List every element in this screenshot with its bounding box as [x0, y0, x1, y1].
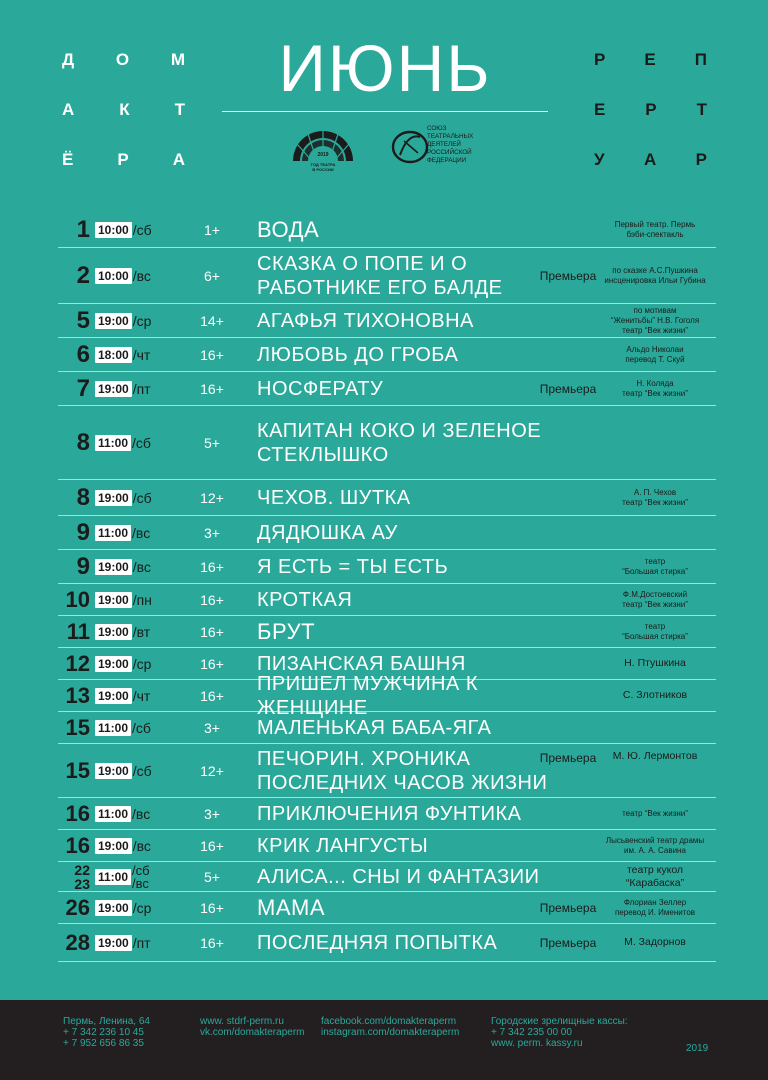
event-time [95, 838, 151, 854]
event-note-line: “Женитьбы” Н.В. Гоголя [610, 315, 700, 325]
schedule-row [58, 212, 716, 248]
event-weekday: /вс [132, 267, 151, 284]
event-weekday: /вт [132, 623, 151, 640]
event-time [95, 592, 152, 608]
event-weekday: /вс [132, 805, 151, 822]
event-title[interactable]: СКАЗКА О ПОПЕ И О РАБОТНИКЕ ЕГО БАЛДЕ [257, 252, 503, 299]
event-title[interactable]: КРИК ЛАНГУСТЫ [257, 834, 429, 857]
event-day-2: 23 [74, 875, 90, 892]
event-time [95, 347, 150, 363]
event-day: 13 [65, 682, 90, 708]
event-title[interactable]: ПРИШЕЛ МУЖЧИНА К ЖЕНЩИНЕ [257, 672, 478, 719]
event-time-box: 19:00 [95, 381, 132, 397]
event-day: 2 [76, 261, 90, 289]
title-letter: Д [62, 50, 77, 69]
schedule-row [58, 516, 716, 550]
event-weekday: /сб [132, 719, 151, 736]
event-day: 10 [65, 586, 90, 612]
event-day: 6 [76, 340, 90, 368]
event-weekday: /пт [132, 380, 151, 397]
footer-kassy-phone: + 7 342 235 00 00 [491, 1027, 572, 1038]
event-note [596, 212, 714, 247]
event-note-line: Первый театр. Пермь [614, 219, 696, 229]
footer [0, 1000, 768, 1080]
event-time-box: 19:00 [95, 900, 132, 916]
event-weekday: /чт [132, 346, 151, 363]
footer-contacts [63, 1016, 150, 1049]
event-time-box: 19:00 [95, 313, 132, 329]
event-note-line: театр “Век жизни” [622, 808, 688, 818]
logo-year: 2019 [317, 152, 329, 158]
event-title[interactable]: МАМА [257, 894, 325, 920]
event-note-line: Флориан Зеллер [623, 897, 687, 907]
event-weekday: /сб [132, 489, 152, 506]
event-time-box: 19:00 [95, 688, 132, 704]
stdrf-name-line: ДЕЯТЕЛЕЙ [427, 141, 461, 148]
event-note-line: Ф.М.Достоевский [622, 589, 688, 599]
event-time [95, 763, 152, 779]
footer-web [200, 1016, 304, 1038]
event-title[interactable]: БРУТ [257, 618, 316, 644]
event-title[interactable]: ВОДА [257, 216, 320, 242]
year-of-theatre-logo [288, 125, 358, 181]
footer-social [321, 1016, 459, 1038]
premiere-label: Премьера [539, 381, 597, 396]
event-weekday: /пн [132, 591, 152, 608]
title-letter: М [170, 50, 187, 69]
event-time-box: 19:00 [95, 490, 132, 506]
event-note [596, 862, 714, 891]
event-note-line: М. Ю. Лермонтов [612, 750, 698, 762]
event-day: 11 [66, 618, 90, 644]
month-divider [222, 111, 548, 112]
title-letter: Т [696, 100, 709, 119]
event-note [596, 680, 714, 711]
event-title[interactable]: ЧЕХОВ. ШУТКА [257, 486, 411, 509]
event-note-line: перевод Т. Скуй [625, 354, 685, 364]
event-note-line: Н. Коляда [636, 378, 674, 388]
event-time-box: 10:00 [95, 268, 132, 284]
event-note [596, 892, 714, 923]
schedule-row [58, 744, 716, 798]
event-day: 15 [65, 757, 90, 783]
schedule-row [58, 338, 716, 372]
event-title[interactable]: ЛЮБОВЬ ДО ГРОБА [257, 343, 459, 366]
footer-phone-1: + 7 342 236 10 45 [63, 1027, 144, 1038]
age-rating: 3+ [204, 524, 220, 541]
event-time [95, 559, 151, 575]
event-note-line: Лысьвенский театр драмы [605, 835, 705, 845]
event-time-box: 19:00 [95, 559, 132, 575]
event-time-box: 11:00 [95, 869, 131, 885]
event-time-box: 11:00 [95, 806, 131, 822]
age-rating: 5+ [204, 434, 220, 451]
event-day: 9 [76, 518, 90, 546]
event-day: 12 [65, 650, 90, 676]
event-time-box: 19:00 [95, 763, 132, 779]
age-rating: 16+ [200, 346, 224, 363]
event-note-line: бэби-спектакль [626, 229, 684, 239]
premiere-label: Премьера [539, 268, 597, 283]
title-letter: Р [645, 100, 659, 119]
age-rating: 16+ [200, 687, 224, 704]
title-letter: А [172, 150, 187, 169]
event-note [596, 338, 714, 371]
title-letter: Е [644, 50, 658, 69]
event-title[interactable]: АГАФЬЯ ТИХОНОВНА [257, 309, 474, 332]
event-note [596, 480, 714, 515]
age-rating: 3+ [204, 805, 220, 822]
title-letter: Р [117, 150, 131, 169]
premiere-label: Премьера [539, 935, 597, 950]
month-title: ИЮНЬ [278, 31, 492, 105]
event-time [95, 624, 150, 640]
footer-site-link[interactable]: www. stdrf-perm.ru [200, 1016, 284, 1027]
title-letter: Р [695, 150, 709, 169]
footer-year: 2019 [686, 1043, 709, 1054]
event-day [58, 862, 90, 891]
event-note [596, 830, 714, 861]
event-weekday: /ср [132, 312, 152, 329]
event-note [596, 798, 714, 829]
age-rating: 3+ [204, 719, 220, 736]
event-title[interactable]: Я ЕСТЬ = ТЫ ЕСТЬ [257, 555, 449, 578]
title-letter: У [594, 150, 607, 169]
event-weekday: /сб [132, 862, 150, 878]
schedule-row [58, 480, 716, 516]
event-time [95, 381, 151, 397]
event-weekday-pair [131, 864, 150, 890]
event-day: 28 [65, 929, 90, 955]
event-note-line: им. А. А. Савина [624, 845, 686, 855]
event-title[interactable]: ПЕЧОРИН. ХРОНИКА ПОСЛЕДНИХ ЧАСОВ ЖИЗНИ [257, 747, 548, 794]
premiere-label: Премьера [539, 900, 597, 915]
schedule-row [58, 712, 716, 744]
event-title[interactable]: МАЛЕНЬКАЯ БАБА-ЯГА [257, 716, 492, 739]
event-note [596, 924, 714, 961]
event-note [596, 304, 714, 337]
event-note-line: С. Злотников [622, 689, 688, 701]
event-time-box: 11:00 [95, 720, 131, 736]
schedule-row [58, 924, 716, 962]
stdrf-emblem-icon [390, 127, 430, 167]
event-time [95, 688, 150, 704]
title-letter-row [594, 150, 709, 200]
stdrf-name-line: СОЮЗ [427, 125, 447, 132]
event-note-line: по мотивам [633, 305, 677, 315]
age-rating: 16+ [200, 591, 224, 608]
schedule-row [58, 550, 716, 584]
event-weekday: /сб [132, 221, 152, 238]
event-note-line: театр [644, 621, 666, 631]
event-note-line: А. П. Чехов [633, 487, 677, 497]
event-note [596, 744, 714, 797]
event-note-line: театр кукол [626, 863, 684, 876]
event-time-box: 19:00 [95, 656, 132, 672]
schedule-row [58, 616, 716, 648]
event-note-line: по сказке А.С.Пушкина [612, 265, 698, 275]
schedule-row [58, 406, 716, 480]
event-note-line: “Большая стирка” [622, 631, 688, 641]
poster-title-dom-aktera [62, 50, 187, 200]
title-letter: Е [594, 100, 608, 119]
event-title[interactable]: ПИЗАНСКАЯ БАШНЯ [257, 652, 466, 675]
event-time-box: 18:00 [95, 347, 132, 363]
logo-caption: ГОД ТЕАТРА В РОССИИ [310, 162, 336, 172]
event-note-line: М. Задорнов [624, 936, 686, 948]
event-note [596, 616, 714, 647]
event-note [596, 372, 714, 405]
schedule-row [58, 830, 716, 862]
schedule-row [58, 304, 716, 338]
event-note-line: перевод И. Именитов [614, 907, 696, 917]
poster-title-repertuar [594, 50, 709, 200]
event-time-box: 19:00 [95, 838, 132, 854]
event-title[interactable]: ДЯДЮШКА АУ [257, 521, 398, 544]
event-weekday: /ср [132, 899, 152, 916]
event-weekday: /вс [132, 837, 151, 854]
event-weekday: /ср [132, 655, 152, 672]
event-day: 8 [76, 483, 90, 511]
schedule-row [58, 892, 716, 924]
event-time [95, 900, 151, 916]
event-weekday: /пт [132, 934, 151, 951]
event-day: 16 [65, 832, 90, 858]
title-letter-row [62, 150, 187, 200]
event-day-1: 22 [74, 861, 90, 878]
title-letter: О [115, 50, 132, 69]
footer-kassy-link[interactable]: www. perm. kassy.ru [491, 1038, 583, 1049]
footer-kassy [491, 1016, 628, 1049]
stdrf-logo [390, 125, 500, 175]
age-rating: 6+ [204, 267, 220, 284]
schedule-row [58, 672, 716, 719]
title-letter: П [694, 50, 709, 69]
event-day: 8 [76, 428, 90, 456]
event-time [95, 435, 151, 451]
title-letter: Т [174, 100, 187, 119]
event-time [95, 720, 151, 736]
event-weekday-2: /вс [132, 875, 149, 891]
event-day: 9 [76, 552, 90, 580]
event-weekday: /сб [132, 762, 152, 779]
footer-vk-link[interactable]: vk.com/domakteraperm [200, 1027, 305, 1038]
event-time [95, 313, 151, 329]
title-letter-row [62, 100, 187, 150]
event-note-line: инсценировка Ильи Губина [604, 275, 706, 285]
age-rating: 16+ [200, 558, 224, 575]
event-note-line: Н. Птушкина [624, 657, 686, 669]
event-time [95, 222, 152, 238]
age-rating: 16+ [200, 623, 224, 640]
event-time [95, 806, 150, 822]
schedule-row [58, 798, 716, 830]
event-note-line: театр “Век жизни” [622, 388, 688, 398]
stdrf-name-line: ТЕАТРАЛЬНЫХ [427, 133, 474, 140]
event-day: 1 [76, 215, 90, 243]
event-day: 15 [65, 714, 90, 740]
event-day: 26 [65, 894, 90, 920]
age-rating: 16+ [200, 837, 224, 854]
footer-facebook-link[interactable]: facebook.com/domakteraperm [321, 1016, 457, 1027]
event-time-box: 19:00 [95, 624, 132, 640]
event-weekday: /вс [132, 524, 151, 541]
event-note-line: театр “Век жизни” [622, 497, 688, 507]
event-time [95, 864, 150, 890]
title-letter-row [594, 50, 709, 100]
event-note [596, 248, 714, 303]
age-rating: 12+ [200, 762, 224, 779]
footer-instagram-link[interactable]: instagram.com/domakteraperm [321, 1027, 460, 1038]
schedule-row [58, 372, 716, 406]
footer-phone-2: + 7 952 656 86 35 [63, 1038, 144, 1049]
event-weekday: /вс [132, 558, 151, 575]
event-title[interactable]: НОСФЕРАТУ [257, 377, 384, 400]
event-note-line: театр “Век жизни” [622, 599, 688, 609]
event-weekday: /сб [132, 434, 151, 451]
event-time [95, 490, 152, 506]
event-title[interactable]: КАПИТАН КОКО И ЗЕЛЕНОЕ СТЕКЛЫШКО [257, 419, 542, 466]
event-note [596, 584, 714, 615]
footer-kassy-label: Городские зрелищные кассы: [491, 1016, 628, 1027]
title-letter: А [643, 150, 659, 169]
event-note [596, 648, 714, 679]
title-letter: Ё [62, 150, 76, 169]
title-letter: А [62, 100, 77, 119]
event-time-box: 10:00 [95, 222, 132, 238]
age-rating: 16+ [200, 934, 224, 951]
event-note-line: театр “Век жизни” [622, 325, 688, 335]
event-day: 16 [65, 800, 90, 826]
event-weekday: /чт [132, 687, 151, 704]
age-rating: 16+ [200, 899, 224, 916]
title-letter-row [594, 100, 709, 150]
schedule-row [58, 248, 716, 304]
footer-address: Пермь, Ленина, 64 [63, 1016, 150, 1027]
event-note-line: “Большая стирка” [622, 566, 688, 576]
event-time [95, 935, 151, 951]
event-time [95, 268, 151, 284]
event-time-box: 19:00 [95, 935, 132, 951]
schedule-row [58, 862, 716, 892]
stdrf-name [427, 125, 507, 165]
event-time [95, 656, 151, 672]
title-letter-row [62, 50, 187, 100]
schedule-row [58, 584, 716, 616]
title-letter: Р [594, 50, 608, 69]
age-rating: 16+ [200, 380, 224, 397]
age-rating: 14+ [200, 312, 224, 329]
event-time-box: 11:00 [95, 435, 131, 451]
event-note [596, 550, 714, 583]
event-title[interactable]: АЛИСА... СНЫ И ФАНТАЗИИ [257, 865, 540, 888]
event-title[interactable]: ПОСЛЕДНЯЯ ПОПЫТКА [257, 931, 498, 954]
event-time [95, 525, 150, 541]
event-note-line: “Карабаска” [625, 876, 685, 889]
age-rating: 12+ [200, 489, 224, 506]
age-rating: 1+ [204, 221, 220, 238]
event-note-line: театр [644, 556, 666, 566]
event-day: 7 [76, 374, 90, 402]
premiere-label: Премьера [539, 751, 597, 765]
event-title[interactable]: КРОТКАЯ [257, 588, 353, 611]
stdrf-name-line: ФЕДЕРАЦИИ [427, 157, 467, 164]
event-title[interactable]: ПРИКЛЮЧЕНИЯ ФУНТИКА [257, 802, 522, 825]
event-time-box: 11:00 [95, 525, 131, 541]
event-time-box: 19:00 [95, 592, 132, 608]
event-day: 5 [76, 306, 90, 334]
age-rating: 16+ [200, 655, 224, 672]
age-rating: 5+ [204, 868, 220, 885]
schedule-table [58, 212, 716, 962]
event-note-line: Альдо Николаи [626, 344, 684, 354]
stdrf-name-line: РОССИЙСКОЙ [427, 149, 472, 156]
title-letter: К [119, 100, 132, 119]
